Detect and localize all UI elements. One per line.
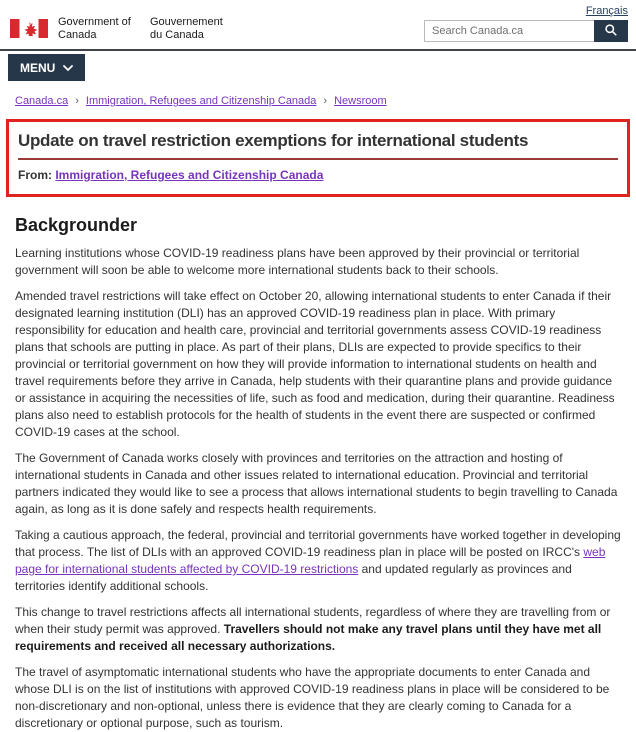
search-icon [604, 23, 618, 40]
menu-button[interactable] [8, 54, 85, 81]
site-search [424, 20, 628, 42]
search-button[interactable] [594, 20, 628, 42]
page-title: Update on travel restriction exemptions for international students [18, 131, 618, 160]
paragraph-3: The Government of Canada works closely with provinces and territories on the attraction and hosting of international students in Canada and other issues related to international education. Provincial and territorial partners indicated they would like to see a process that allows international students to begin travelling to Canada again, as long as it is done safely and respects health requirements. [15, 451, 618, 516]
section-heading: Backgrounder [15, 215, 138, 235]
paragraph-4 [15, 527, 621, 595]
paragraph-5-bold-warning: Travellers should not make any travel plans until they have met all requirements and received all necessary authorizations. [15, 622, 602, 653]
paragraph-1: Learning institutions whose COVID-19 readiness plans have been approved by their provincial or territorial government will soon be able to welcome more international students back to their schools. [15, 246, 580, 277]
goc-wordmark-english: Government of Canada [58, 16, 131, 41]
breadcrumb-item-canada[interactable]: Canada.ca [15, 95, 69, 107]
menu-button-label: MENU [20, 60, 56, 75]
paragraph-4-text-after: and updated regularly as provinces and territories identify additional schools. [15, 562, 572, 593]
breadcrumb [15, 95, 621, 107]
from-department-link[interactable]: Immigration, Refugees and Citizenship Canada [55, 168, 324, 182]
chevron-down-icon [63, 61, 73, 75]
dli-list-web-page-link[interactable]: web page for international students affected by COVID-19 restrictions [15, 545, 606, 576]
language-toggle-link[interactable]: Français [585, 5, 628, 17]
highlight-annotation-box [6, 119, 630, 197]
breadcrumb-separator: › [323, 95, 328, 107]
breadcrumb-item-ircc[interactable]: Immigration, Refugees and Citizenship Canada [85, 95, 317, 107]
goc-wordmark-french: Gouvernement du Canada [150, 16, 223, 41]
paragraph-6: The travel of asymptomatic international students who have the appropriate documents to enter Canada and whose DLI is on the list of institutions with approved COVID-19 readiness plans in place will be considered to be non-discretionary and non-optional, unless there is evidence that they are clearly coming to Canada for a discretionary or optional purpose, such as tourism. [15, 665, 610, 730]
breadcrumb-item-newsroom[interactable]: Newsroom [334, 95, 387, 107]
paragraph-5-text: This change to travel restrictions affects all international students, regardless of where they are travelling from or when their study permit was approved. [15, 605, 611, 636]
site-header [0, 0, 636, 81]
language-toggle-row [0, 0, 636, 17]
article [0, 119, 636, 732]
from-line [18, 167, 618, 184]
canada-flag-icon [10, 19, 48, 38]
from-label: From: [18, 168, 52, 182]
paragraph-5 [15, 604, 621, 655]
breadcrumb-separator: › [75, 95, 79, 107]
brand-row [0, 12, 636, 42]
paragraph-4-text-before: Taking a cautious approach, the federal, provincial and territorial governments have worked together in developing that process. The list of DLIs with an approved COVID-19 readiness plan in place will be posted on IRCC's [15, 528, 621, 559]
search-input[interactable] [424, 20, 594, 42]
goc-signature[interactable] [10, 16, 232, 42]
paragraph-2: Amended travel restrictions will take effect on October 20, allowing international students to enter Canada if their designated learning institution (DLI) has an approved COVID-19 readiness plan in place. With primary responsibility for education and health care, provincial and territorial governments assess COVID-19 readiness plans that schools are putting in place. As part of their plans, DLIs are expected to provide specifics to their provincial or territorial government on how they will provide information to international students on health and travel requirements before they arrive in Canada, help students with their quarantine plans and provide guidance or assistance in acquiring the necessities of life, such as food and medication, during their quarantine. Readiness plans also need to establish protocols for the health of students in the event there are suspected or confirmed COVID-19 cases at the school. [15, 289, 615, 439]
menu-bar [0, 51, 636, 81]
